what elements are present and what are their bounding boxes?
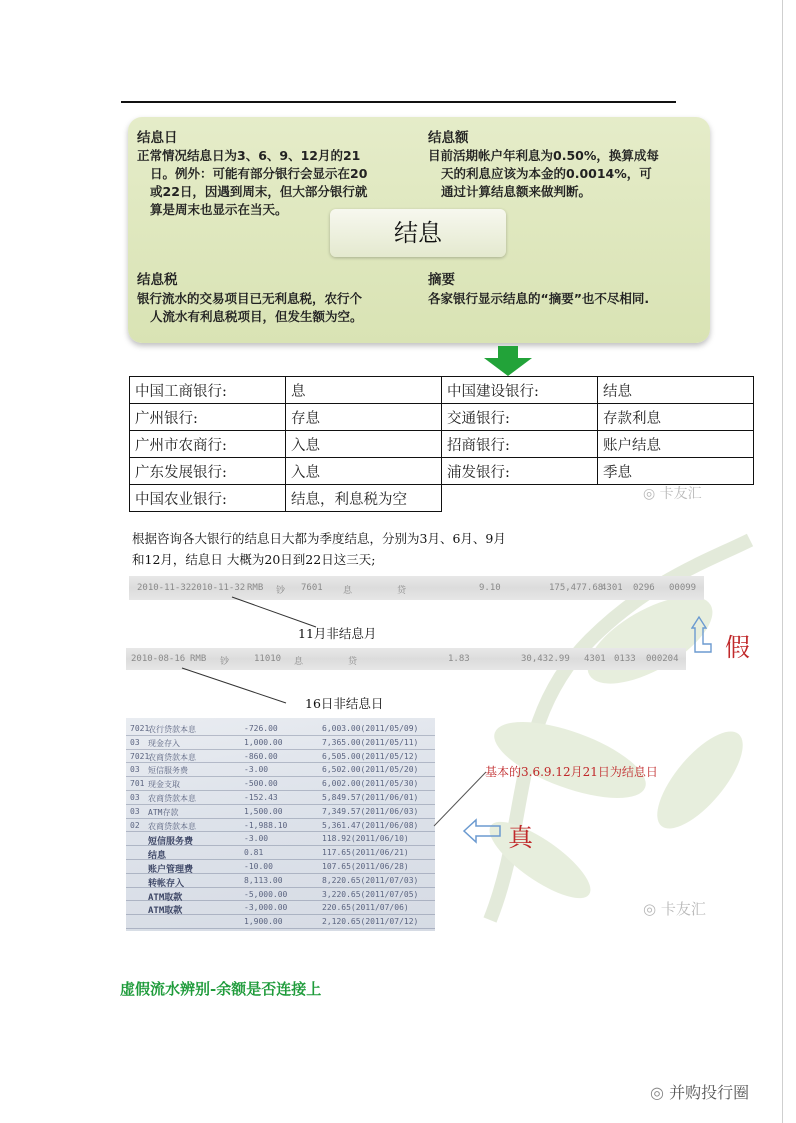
photo-cell: 1,500.00 [244, 806, 283, 816]
strip-cell: 2010-11-32 [137, 583, 192, 593]
photo-cell: 短信服务费 [148, 766, 188, 776]
photo-cell: 现金存入 [148, 738, 180, 748]
photo-cell: -860.00 [244, 751, 278, 761]
settlement-amount-heading: 结息额 [428, 130, 469, 146]
photo-cell: 2,120.65(2011/07/12) [322, 917, 419, 927]
statement-strip-november [129, 576, 704, 600]
photo-cell: 短信服务费 [148, 837, 194, 848]
fake-statement-heading: 虚假流水辨别-余额是否连接上 [120, 980, 322, 998]
fake-label: 假 [725, 633, 751, 662]
summary-heading: 摘要 [428, 272, 455, 288]
strip-cell: 11010 [254, 654, 282, 664]
interest-tax-text [137, 290, 427, 326]
settlement-day-line-2: 日。例外：可能有部分银行会显示在20 [150, 166, 368, 181]
settlement-amount-line-1: 目前活期帐户年利息为0.50%，换算成每 [428, 148, 659, 163]
photo-cell: 农行贷款本息 [148, 725, 196, 734]
strip-cell: 9.10 [479, 583, 501, 593]
strip-cell: 4301 [584, 654, 606, 664]
settlement-day-line-1: 正常情况结息日为3、6、9、12月的21 [137, 148, 361, 163]
top-rule [121, 101, 676, 103]
watermark-logo [643, 898, 706, 919]
photo-cell: 03 [130, 765, 140, 775]
photo-cell: 农商贷款本息 [148, 752, 196, 762]
photo-cell: 7021 [130, 724, 150, 733]
strip-cell: RMB [247, 583, 264, 593]
photo-row-divider [126, 859, 435, 860]
settlement-amount-line-2: 天的利息应该为本金的0.0014%，可 [441, 166, 652, 181]
settlement-day-heading: 结息日 [137, 130, 178, 146]
photo-cell: 03 [130, 737, 140, 747]
bank-name-cell: 中国农业银行: [130, 485, 286, 512]
watermark-text: 卡友汇 [660, 900, 706, 918]
strip-cell: 00099 [669, 583, 697, 593]
interest-tax-heading: 结息税 [137, 272, 178, 288]
settlement-day-line-4: 算是周末也显示在当天。 [150, 202, 288, 217]
photo-cell: 02 [130, 820, 140, 830]
photo-cell: 118.92(2011/06/10) [322, 834, 409, 844]
table-row [130, 404, 754, 431]
bank-name-cell: 广州市农商行: [130, 431, 286, 458]
table-row [130, 377, 754, 404]
photo-cell: -3,000.00 [244, 903, 288, 913]
not-settlement-day-note: 16日非结息日 [305, 696, 384, 711]
watermark-logo [643, 483, 702, 503]
photo-cell: 8,113.00 [244, 875, 283, 885]
photo-cell: 6,002.00(2011/05/30) [322, 779, 419, 789]
bank-name-cell: 招商银行: [442, 431, 598, 458]
interest-label-cell: 存息 [286, 404, 442, 431]
strip-cell: 7601 [301, 583, 323, 593]
strip-cell: 1.83 [448, 654, 470, 664]
photo-cell: 5,849.57(2011/06/01) [322, 793, 419, 802]
pointer-line-16th [180, 666, 290, 706]
strip-cell: 0133 [614, 654, 636, 664]
interest-tax-line-2: 人流水有利息税项目，但发生额为空。 [150, 309, 363, 324]
bank-name-cell: 交通银行: [442, 404, 598, 431]
photo-cell: 农商贷款本息 [148, 794, 196, 803]
photo-cell: 农商贷款本息 [148, 821, 196, 831]
photo-row-divider [126, 928, 435, 929]
photo-cell: 107.65(2011/06/28) [322, 862, 409, 871]
interest-label-cell: 结息，利息税为空 [286, 485, 442, 512]
photo-cell: 7021 [130, 751, 150, 761]
settlement-amount-line-3: 通过计算结息额来做判断。 [441, 184, 592, 199]
photo-cell: ATM存款 [148, 807, 179, 817]
strip-cell: 钞 [220, 657, 230, 667]
strip-cell: 息 [343, 586, 353, 596]
wechat-icon: ◎ [643, 900, 657, 918]
photo-cell: 6,502.00(2011/05/20) [322, 765, 419, 775]
strip-cell: 息 [294, 657, 304, 667]
interest-label-cell: 结息 [598, 377, 754, 404]
green-down-arrow-icon [484, 346, 532, 376]
photo-cell: 7,365.00(2011/05/11) [322, 737, 419, 747]
photo-cell: 03 [130, 806, 140, 816]
photo-cell: -726.00 [244, 724, 278, 733]
photo-cell: 转帐存入 [148, 878, 185, 889]
watermark-text: 卡友汇 [659, 486, 702, 502]
bank-name-cell: 中国工商银行: [130, 377, 286, 404]
settlement-amount-text [428, 147, 708, 201]
settlement-center-title: 结息 [330, 209, 506, 257]
strip-cell: 钞 [276, 586, 286, 596]
real-statement-photo [126, 718, 435, 931]
photo-cell: 6,505.00(2011/05/12) [322, 751, 419, 761]
photo-cell: 0.81 [244, 848, 264, 858]
table-row [130, 458, 754, 485]
strip-cell: 2010-08-16 [131, 654, 186, 664]
summary-line-1: 各家银行显示结息的“摘要”也不尽相同. [428, 291, 650, 306]
strip-cell: 175,477.68 [549, 583, 604, 593]
page-border-right [782, 0, 783, 1123]
brand-name: 并购投行圈 [669, 1083, 750, 1102]
photo-cell: 701 [130, 779, 145, 789]
paragraph-line-1: 根据咨询各大银行的结息日大都为季度结息，分别为3月、6月、9月 [132, 531, 506, 546]
photo-cell: 结息 [148, 851, 167, 862]
footer-brand [650, 1080, 749, 1103]
bank-name-cell: 广东发展银行: [130, 458, 286, 485]
strip-cell: 2010-11-32 [191, 583, 246, 593]
strip-cell: 0296 [633, 583, 655, 593]
wechat-icon: ◎ [650, 1083, 664, 1102]
photo-cell: ATM取款 [148, 906, 183, 917]
interest-label-cell: 季息 [598, 458, 754, 485]
photo-cell: 5,361.47(2011/06/08) [322, 820, 419, 830]
wechat-icon: ◎ [643, 486, 656, 502]
photo-cell: 3,220.65(2011/07/05) [322, 889, 419, 899]
settlement-explanation-paragraph [132, 528, 572, 570]
paragraph-line-2: 和12月，结息日 大概为20日到22日这三天; [132, 552, 376, 567]
strip-cell: 30,432.99 [521, 654, 570, 664]
photo-cell: 7,349.57(2011/06/03) [322, 806, 419, 816]
photo-cell: ATM取款 [148, 892, 183, 903]
photo-cell: -10.00 [244, 862, 273, 871]
turn-arrow-icon [691, 614, 713, 656]
basic-settlement-day-note: 基本的3.6.9.12月21日为结息日 [485, 765, 658, 779]
photo-cell: -5,000.00 [244, 889, 288, 899]
photo-cell: 03 [130, 793, 140, 802]
strip-cell: RMB [190, 654, 207, 664]
table-row [130, 431, 754, 458]
photo-cell: 账户管理费 [148, 865, 194, 875]
summary-text [428, 290, 713, 308]
photo-cell: 1,000.00 [244, 737, 283, 747]
photo-cell: 8,220.65(2011/07/03) [322, 875, 419, 885]
interest-label-cell: 入息 [286, 458, 442, 485]
bank-name-cell: 中国建设银行: [442, 377, 598, 404]
settlement-day-line-3: 或22日，因遇到周末，但大部分银行就 [150, 184, 368, 199]
interest-label-cell: 账户结息 [598, 431, 754, 458]
photo-cell: 现金支取 [148, 780, 180, 790]
not-settlement-month-note: 11月非结息月 [298, 626, 377, 641]
empty-cell [442, 485, 598, 512]
photo-cell: -152.43 [244, 793, 278, 802]
photo-cell: 220.65(2011/07/06) [322, 903, 409, 913]
bank-name-cell: 广州银行: [130, 404, 286, 431]
strip-cell: 贷 [348, 657, 358, 667]
strip-cell: 贷 [397, 586, 407, 596]
strip-cell: 000204 [646, 654, 679, 664]
interest-label-cell: 息 [286, 377, 442, 404]
photo-cell: -1,988.10 [244, 820, 288, 830]
interest-tax-line-1: 银行流水的交易项目已无利息税，农行个 [137, 291, 363, 306]
interest-label-cell: 存款利息 [598, 404, 754, 431]
interest-label-cell: 入息 [286, 431, 442, 458]
left-arrow-icon [462, 818, 502, 844]
bank-name-cell: 浦发银行: [442, 458, 598, 485]
photo-cell: 1,900.00 [244, 917, 283, 927]
photo-cell: -3.00 [244, 834, 269, 844]
photo-cell: 117.65(2011/06/21) [322, 848, 409, 858]
real-label: 真 [508, 823, 534, 852]
photo-cell: -3.00 [244, 765, 269, 775]
photo-cell: -500.00 [244, 779, 278, 789]
strip-cell: 4301 [601, 583, 623, 593]
photo-cell: 6,003.00(2011/05/09) [322, 724, 419, 733]
